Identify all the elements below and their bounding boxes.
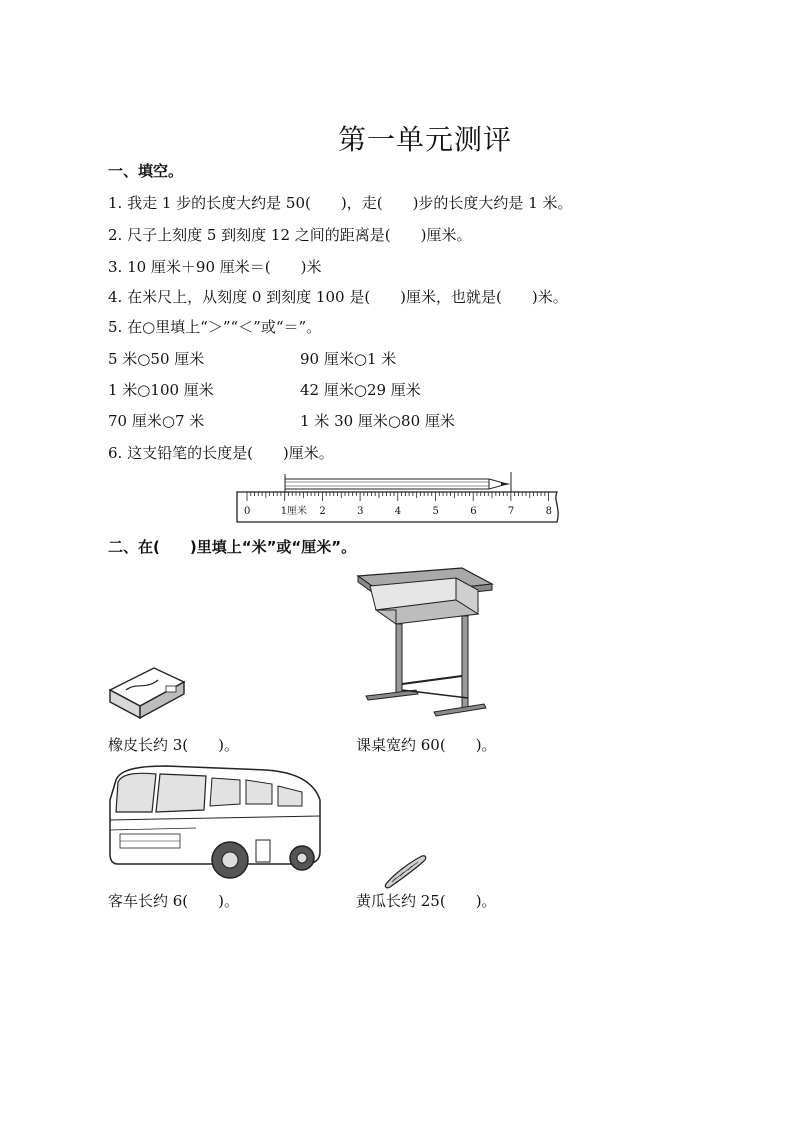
ruler-tick-label: 2 bbox=[319, 506, 326, 517]
eraser-label: 橡皮长约 3( )。 bbox=[108, 736, 240, 754]
ruler-tick-label: 0 bbox=[244, 506, 251, 517]
question-6: 6. 这支铅笔的长度是( )厘米。 bbox=[108, 444, 334, 462]
bus-label: 客车长约 6( )。 bbox=[108, 892, 240, 910]
compare-item: 70 厘米○7 米 bbox=[108, 412, 205, 430]
ruler-tick-label: 1厘米 bbox=[280, 506, 308, 517]
desk-label: 课桌宽约 60( )。 bbox=[356, 736, 497, 754]
ruler-tick-label: 5 bbox=[432, 506, 439, 517]
cucumber-label: 黄瓜长约 25( )。 bbox=[356, 892, 497, 910]
question-3: 3. 10 厘米＋90 厘米＝( )米 bbox=[108, 258, 322, 276]
ruler-tick-label: 3 bbox=[357, 506, 364, 517]
pencil-icon bbox=[285, 472, 511, 492]
compare-item: 42 厘米○29 厘米 bbox=[300, 381, 421, 399]
question-5: 5. 在○里填上“＞”“＜”或“＝”。 bbox=[108, 318, 322, 336]
compare-item: 5 米○50 厘米 bbox=[108, 350, 205, 368]
bus-icon bbox=[106, 760, 326, 882]
ruler-tick-label: 4 bbox=[394, 506, 402, 517]
ruler-tick-label: 8 bbox=[545, 506, 552, 517]
cucumber-icon bbox=[380, 852, 430, 892]
ruler-pencil-illustration bbox=[235, 470, 595, 526]
section-1-heading: 一、填空。 bbox=[108, 162, 184, 180]
question-2: 2. 尺子上刻度 5 到刻度 12 之间的距离是( )厘米。 bbox=[108, 226, 472, 244]
question-4: 4. 在米尺上，从刻度 0 到刻度 100 是( )厘米，也就是( )米。 bbox=[108, 288, 568, 306]
compare-item: 1 米 30 厘米○80 厘米 bbox=[300, 412, 455, 430]
ruler-tick-label: 7 bbox=[507, 506, 515, 517]
eraser-icon bbox=[106, 660, 188, 722]
compare-item: 1 米○100 厘米 bbox=[108, 381, 214, 399]
page-title: 第一单元测评 bbox=[338, 123, 513, 156]
compare-item: 90 厘米○1 米 bbox=[300, 350, 397, 368]
ruler-tick-label: 6 bbox=[470, 506, 477, 517]
desk-icon bbox=[356, 566, 496, 726]
section-2-heading: 二、在( )里填上“米”或“厘米”。 bbox=[108, 538, 357, 556]
question-1: 1. 我走 1 步的长度大约是 50( )，走( )步的长度大约是 1 米。 bbox=[108, 194, 573, 212]
